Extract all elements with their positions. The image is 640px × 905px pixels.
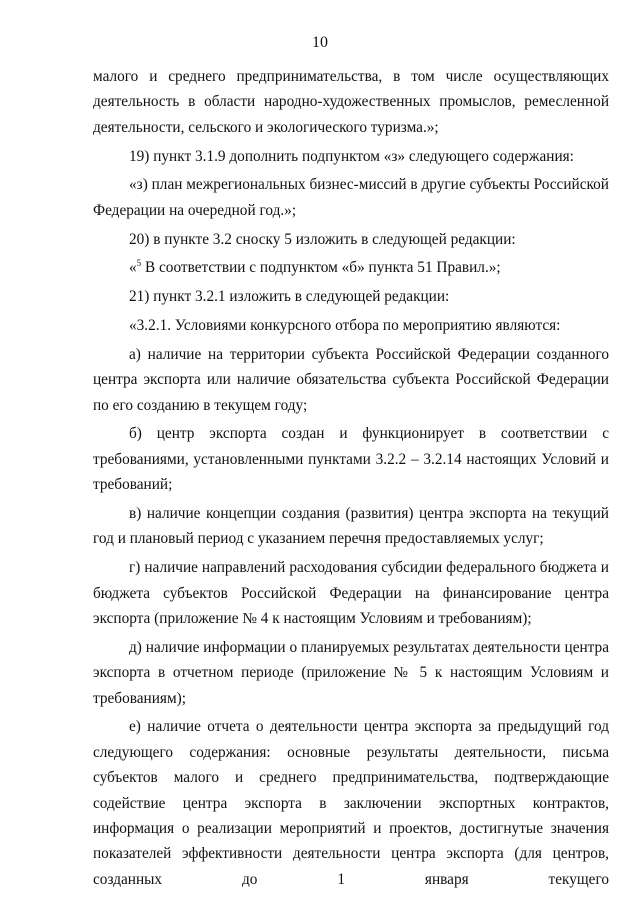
paragraph: «3.2.1. Условиями конкурсного отбора по мероприятию являются: bbox=[129, 317, 561, 334]
footnote-open-quote: « bbox=[129, 259, 137, 277]
paragraph: д) наличие информации о планируемых результатах деятельности центра экспорта в отчетном периоде (приложение № 5 к настоящим Условиям и требованиям); bbox=[93, 638, 609, 707]
document-body bbox=[93, 64, 609, 896]
footnote-paragraph bbox=[93, 255, 609, 280]
footnote-text: В соответствии с подпунктом «б» пункта 51 Правил.»; bbox=[141, 259, 501, 277]
paragraph: г) наличие направлений расходования субсидии федерального бюджета и бюджета субъектов Российской Федерации на финансирование центра экспорта (приложение № 4 к настоящим Условиям и требованиям); bbox=[93, 559, 609, 628]
paragraph: «з) план межрегиональных бизнес-миссий в другие субъекты Российской Федерации на очередной год.»; bbox=[93, 176, 609, 219]
paragraph: а) наличие на территории субъекта Российской Федерации созданного центра экспорта или наличие обязательства субъекта Российской Федерации по его созданию в текущем году; bbox=[93, 345, 609, 414]
paragraph: е) наличие отчета о деятельности центра экспорта за предыдущий год следующего содержания: основные результаты деятельности, письма субъектов малого и среднего предпринимательства, подтверждающие содействие центра экспорта в заключении экспортных контрактов, информация о реализации мероприятий и проектов, достигнутые значения показателей эффективности деятельности центра экспорта (для центров, созданных до 1 января текущего bbox=[93, 718, 609, 888]
paragraph: 19) пункт 3.1.9 дополнить подпунктом «з» следующего содержания: bbox=[129, 147, 574, 165]
paragraph: 20) в пункте 3.2 сноску 5 изложить в следующей редакции: bbox=[129, 230, 516, 248]
paragraph: в) наличие концепции создания (развития) центра экспорта на текущий год и плановый период с указанием перечня предоставляемых услуг; bbox=[93, 505, 609, 548]
paragraph: 21) пункт 3.2.1 изложить в следующей редакции: bbox=[129, 288, 450, 306]
footnote-mark: 5 bbox=[136, 258, 142, 269]
paragraph: б) центр экспорта создан и функционирует в соответствии с требованиями, установленными пунктами 3.2.2 – 3.2.14 настоящих Условий и требований; bbox=[93, 425, 609, 494]
page-number: 10 bbox=[312, 34, 328, 51]
paragraph: малого и среднего предпринимательства, в том числе осуществляющих деятельность в области народно-художественных промыслов, ремесленной деятельности, сельского и экологического туризма.»; bbox=[93, 68, 609, 136]
